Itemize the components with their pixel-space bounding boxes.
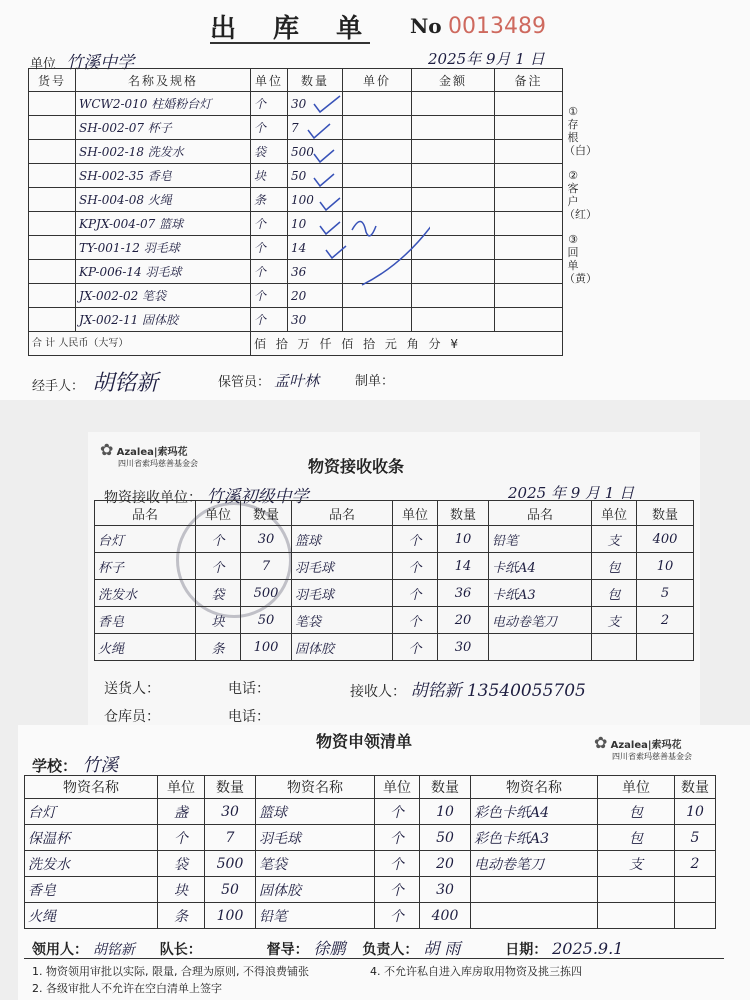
- col-header: 品名: [489, 501, 592, 526]
- table-cell: 篮球: [292, 526, 393, 553]
- table-cell: JX-002-11 固体胶: [76, 308, 251, 332]
- table-cell: 7: [205, 825, 256, 851]
- table-cell: 50: [420, 825, 471, 851]
- table-cell: 个: [251, 308, 288, 332]
- table-cell: WCW2-010 柱婚粉台灯: [76, 92, 251, 116]
- table-cell: 袋: [251, 140, 288, 164]
- table-cell: 块: [158, 877, 205, 903]
- table-row: [25, 851, 716, 877]
- table-cell: 36: [438, 580, 489, 607]
- table-cell: 10: [420, 799, 471, 825]
- total-label: 合 计 人民币（大写）: [29, 332, 251, 356]
- table-cell: [495, 164, 563, 188]
- col-header: 单位: [393, 501, 438, 526]
- table-row: [95, 580, 694, 607]
- table-row: [25, 877, 716, 903]
- logo-subtitle: 四川省索玛慈善基金会: [118, 459, 198, 468]
- date-value: 2025.9.1: [552, 939, 624, 958]
- table-cell: 台灯: [95, 526, 196, 553]
- table-cell: [495, 260, 563, 284]
- table-row: [95, 553, 694, 580]
- table-cell: [29, 284, 76, 308]
- table-cell: 卡纸A4: [489, 553, 592, 580]
- table-cell: 个: [393, 634, 438, 661]
- col-header: 数量: [438, 501, 489, 526]
- col-header: 单位: [251, 69, 288, 92]
- table-cell: 30: [241, 526, 292, 553]
- table-cell: 36: [288, 260, 343, 284]
- table-cell: [471, 877, 598, 903]
- receiver-row: [350, 676, 586, 701]
- table-cell: 包: [598, 825, 675, 851]
- table-cell: 个: [375, 799, 420, 825]
- table-cell: 支: [592, 526, 637, 553]
- table-cell: [495, 140, 563, 164]
- table-cell: 10: [438, 526, 489, 553]
- table-cell: 固体胶: [292, 634, 393, 661]
- table-cell: 14: [288, 236, 343, 260]
- col-header: 金额: [412, 69, 495, 92]
- table-cell: 400: [420, 903, 471, 929]
- table-cell: 个: [251, 92, 288, 116]
- col-header: 物资名称: [25, 776, 158, 799]
- table-cell: 个: [251, 236, 288, 260]
- table-cell: 支: [598, 851, 675, 877]
- table-row: [29, 188, 563, 212]
- table-cell: 5: [637, 580, 694, 607]
- table-cell: 500: [241, 580, 292, 607]
- outbound-header-row: [29, 69, 563, 92]
- table-cell: 块: [196, 607, 241, 634]
- responsible-signature: 胡 雨: [423, 939, 461, 958]
- azalea-flower-icon: ✿: [100, 440, 114, 459]
- table-cell: 20: [438, 607, 489, 634]
- receipt-header-row: [95, 501, 694, 526]
- table-cell: [489, 634, 592, 661]
- table-cell: 50: [205, 877, 256, 903]
- table-cell: 个: [251, 116, 288, 140]
- table-cell: [637, 634, 694, 661]
- table-cell: 羽毛球: [292, 553, 393, 580]
- col-header: 数量: [637, 501, 694, 526]
- table-cell: 固体胶: [256, 877, 375, 903]
- outbound-slip: [0, 0, 750, 400]
- table-row: [25, 825, 716, 851]
- maker-label: 制单：: [355, 374, 395, 389]
- keeper-signature: 孟叶林: [274, 372, 320, 390]
- table-cell: [495, 284, 563, 308]
- table-cell: 洗发水: [95, 580, 196, 607]
- table-cell: [412, 308, 495, 332]
- table-cell: 电动卷笔刀: [471, 851, 598, 877]
- table-cell: 100: [205, 903, 256, 929]
- table-cell: SH-002-18 洗发水: [76, 140, 251, 164]
- table-cell: [495, 116, 563, 140]
- total-units: 佰 拾 万 仟 佰 拾 元 角 分 ¥: [251, 332, 563, 356]
- table-cell: 保温杯: [25, 825, 158, 851]
- keeper-row: [218, 370, 319, 391]
- table-cell: 个: [375, 877, 420, 903]
- table-cell: 个: [251, 212, 288, 236]
- note-2: 2. 各级审批人不允许在空白清单上签字: [32, 982, 222, 995]
- outbound-date: 2025年 9月 1 日: [428, 50, 545, 68]
- col-header: 数量: [288, 69, 343, 92]
- table-cell: [471, 903, 598, 929]
- receipt-title: 物资接收收条: [308, 457, 405, 476]
- table-cell: 篮球: [256, 799, 375, 825]
- table-cell: 支: [592, 607, 637, 634]
- table-row: [29, 212, 563, 236]
- col-header: 单位: [196, 501, 241, 526]
- table-cell: 个: [375, 825, 420, 851]
- unit-value: 竹溪中学: [66, 53, 135, 73]
- table-cell: SH-002-35 香皂: [76, 164, 251, 188]
- note-4: 4. 不允许私自进入库房取用物资及挑三拣四: [370, 965, 582, 978]
- table-cell: 30: [288, 92, 343, 116]
- table-cell: 火绳: [25, 903, 158, 929]
- table-cell: 50: [241, 607, 292, 634]
- table-cell: 袋: [158, 851, 205, 877]
- table-cell: 笔袋: [256, 851, 375, 877]
- table-cell: KPJX-004-07 篮球: [76, 212, 251, 236]
- table-cell: 30: [438, 634, 489, 661]
- col-header: 单价: [343, 69, 412, 92]
- table-cell: [29, 188, 76, 212]
- table-row: [25, 903, 716, 929]
- table-cell: [592, 634, 637, 661]
- table-cell: 个: [393, 580, 438, 607]
- table-cell: 盏: [158, 799, 205, 825]
- table-cell: 个: [158, 825, 205, 851]
- table-cell: 彩色卡纸A3: [471, 825, 598, 851]
- table-cell: 30: [288, 308, 343, 332]
- supervisor-signature: 徐鹏: [313, 939, 346, 958]
- table-row: [95, 526, 694, 553]
- check-marks: [300, 90, 430, 305]
- table-cell: SH-002-07 杯子: [76, 116, 251, 140]
- col-header: 单位: [375, 776, 420, 799]
- school-value: 竹溪: [82, 755, 119, 776]
- table-row: [29, 236, 563, 260]
- table-cell: 包: [592, 553, 637, 580]
- logo-subtitle: 四川省索玛慈善基金会: [612, 752, 692, 761]
- supervisor-label: 督导：: [266, 942, 309, 958]
- col-header: 数量: [675, 776, 716, 799]
- table-cell: 10: [637, 553, 694, 580]
- receiver-label: 接收人：: [350, 684, 406, 700]
- table-cell: [29, 140, 76, 164]
- table-cell: 400: [637, 526, 694, 553]
- receiver-unit-label: 物资接收单位：: [104, 490, 202, 506]
- table-cell: 2: [675, 851, 716, 877]
- table-cell: 14: [438, 553, 489, 580]
- unit-label: 单位: [30, 57, 57, 72]
- table-cell: [29, 116, 76, 140]
- table-cell: 铅笔: [256, 903, 375, 929]
- table-cell: 袋: [196, 580, 241, 607]
- table-row: [29, 308, 563, 332]
- table-cell: 笔袋: [292, 607, 393, 634]
- table-cell: 羽毛球: [256, 825, 375, 851]
- date-label: 日期：: [505, 942, 548, 958]
- table-cell: JX-002-02 笔袋: [76, 284, 251, 308]
- table-cell: 包: [592, 580, 637, 607]
- table-cell: KP-006-14 羽毛球: [76, 260, 251, 284]
- foundation-logo: [594, 733, 692, 762]
- receipt-date: 2025 年 9 月 1 日: [508, 484, 635, 502]
- table-cell: 7: [241, 553, 292, 580]
- table-row: [29, 284, 563, 308]
- table-cell: 条: [158, 903, 205, 929]
- table-cell: [29, 260, 76, 284]
- col-header: 数量: [205, 776, 256, 799]
- table-cell: 个: [196, 553, 241, 580]
- deliverer-phone-label: 电话：: [228, 681, 270, 697]
- total-row: [29, 332, 563, 356]
- table-cell: 10: [675, 799, 716, 825]
- table-cell: [29, 92, 76, 116]
- responsible-label: 负责人：: [362, 942, 419, 958]
- keeper-label: 保管员：: [218, 375, 271, 390]
- col-header: 品名: [95, 501, 196, 526]
- table-row: [29, 92, 563, 116]
- requisition-table: [24, 775, 716, 929]
- table-cell: 个: [393, 553, 438, 580]
- foundation-logo: [100, 440, 198, 469]
- table-cell: [495, 308, 563, 332]
- table-cell: 30: [205, 799, 256, 825]
- table-cell: TY-001-12 羽毛球: [76, 236, 251, 260]
- table-cell: [495, 92, 563, 116]
- table-cell: 个: [393, 607, 438, 634]
- col-header: 物资名称: [471, 776, 598, 799]
- table-cell: [495, 236, 563, 260]
- table-cell: 个: [251, 260, 288, 284]
- handler-signature: 胡铭新: [92, 371, 159, 396]
- table-cell: [495, 212, 563, 236]
- table-cell: 2: [637, 607, 694, 634]
- copy-label: ①存根（白）: [564, 105, 597, 157]
- col-header: 物资名称: [256, 776, 375, 799]
- outbound-slip-title: 出 库 单: [210, 14, 377, 44]
- col-header: 名称及规格: [76, 69, 251, 92]
- table-cell: 100: [288, 188, 343, 212]
- col-header: 品名: [292, 501, 393, 526]
- slip-number-value: 0013489: [447, 14, 546, 39]
- table-cell: 杯子: [95, 553, 196, 580]
- table-cell: [29, 308, 76, 332]
- warehouse-phone-label: 电话：: [228, 709, 270, 725]
- requisition-header-row: [25, 776, 716, 799]
- outbound-table: [28, 68, 563, 356]
- col-header: 数量: [241, 501, 292, 526]
- table-cell: 块: [251, 164, 288, 188]
- table-cell: 洗发水: [25, 851, 158, 877]
- table-cell: 500: [205, 851, 256, 877]
- logo-brand: Azalea|索玛花: [116, 447, 188, 458]
- deliverer-label: 送货人：: [104, 681, 160, 697]
- table-cell: [29, 164, 76, 188]
- requisition-title: 物资申领清单: [316, 732, 413, 751]
- approval-row: [32, 936, 732, 959]
- col-header: 备注: [495, 69, 563, 92]
- table-cell: 20: [420, 851, 471, 877]
- table-cell: 香皂: [25, 877, 158, 903]
- table-cell: [675, 877, 716, 903]
- table-cell: [598, 877, 675, 903]
- table-cell: 30: [420, 877, 471, 903]
- table-cell: 卡纸A3: [489, 580, 592, 607]
- col-header: 货号: [29, 69, 76, 92]
- table-cell: [495, 188, 563, 212]
- claimer-signature: 胡铭新: [92, 942, 135, 958]
- copy-label: ③回单（黄）: [564, 233, 597, 285]
- table-cell: 5: [675, 825, 716, 851]
- school-label: 学校：: [32, 757, 78, 775]
- table-cell: 火绳: [95, 634, 196, 661]
- note-1: 1. 物资领用审批以实际, 限量, 合理为原则, 不得浪费铺张: [32, 965, 309, 978]
- table-row: [25, 799, 716, 825]
- claimer-label: 领用人：: [32, 942, 88, 958]
- receiver-signature: 胡铭新 13540055705: [410, 681, 586, 701]
- col-header: 单位: [598, 776, 675, 799]
- table-cell: 个: [393, 526, 438, 553]
- table-cell: 个: [251, 284, 288, 308]
- handler-label: 经手人：: [32, 379, 85, 394]
- table-cell: 100: [241, 634, 292, 661]
- table-cell: 50: [288, 164, 343, 188]
- handler-row: [32, 366, 158, 397]
- slip-number: [410, 14, 546, 39]
- table-cell: 台灯: [25, 799, 158, 825]
- table-cell: [598, 903, 675, 929]
- table-row: [29, 260, 563, 284]
- table-row: [95, 634, 694, 661]
- copy-label: ②客户（红）: [564, 169, 597, 221]
- receipt-table: [94, 500, 694, 661]
- warehouse-label: 仓库员：: [104, 709, 160, 725]
- table-cell: 条: [251, 188, 288, 212]
- slip-number-label: No: [410, 14, 442, 38]
- table-cell: 个: [196, 526, 241, 553]
- logo-brand: Azalea|索玛花: [610, 740, 682, 751]
- table-cell: 条: [196, 634, 241, 661]
- receiver-unit-value: 竹溪初级中学: [206, 487, 309, 507]
- col-header: 单位: [592, 501, 637, 526]
- table-cell: 7: [288, 116, 343, 140]
- table-cell: 个: [375, 903, 420, 929]
- table-row: [29, 116, 563, 140]
- captain-label: 队长：: [159, 942, 202, 958]
- copy-labels: [564, 105, 597, 297]
- table-cell: [675, 903, 716, 929]
- table-cell: [29, 236, 76, 260]
- table-cell: 10: [288, 212, 343, 236]
- table-row: [29, 140, 563, 164]
- table-cell: 彩色卡纸A4: [471, 799, 598, 825]
- table-cell: SH-004-08 火绳: [76, 188, 251, 212]
- table-cell: [29, 212, 76, 236]
- table-cell: 电动卷笔刀: [489, 607, 592, 634]
- table-cell: 铅笔: [489, 526, 592, 553]
- table-cell: 500: [288, 140, 343, 164]
- notes-divider: [24, 958, 724, 959]
- azalea-flower-icon: ✿: [594, 733, 608, 752]
- title-underline: [210, 42, 370, 44]
- table-cell: 个: [375, 851, 420, 877]
- table-row: [95, 607, 694, 634]
- school-row: [32, 751, 118, 777]
- table-cell: 20: [288, 284, 343, 308]
- table-row: [29, 164, 563, 188]
- col-header: 单位: [158, 776, 205, 799]
- table-cell: 香皂: [95, 607, 196, 634]
- table-cell: [343, 308, 412, 332]
- col-header: 数量: [420, 776, 471, 799]
- table-cell: 羽毛球: [292, 580, 393, 607]
- table-cell: 包: [598, 799, 675, 825]
